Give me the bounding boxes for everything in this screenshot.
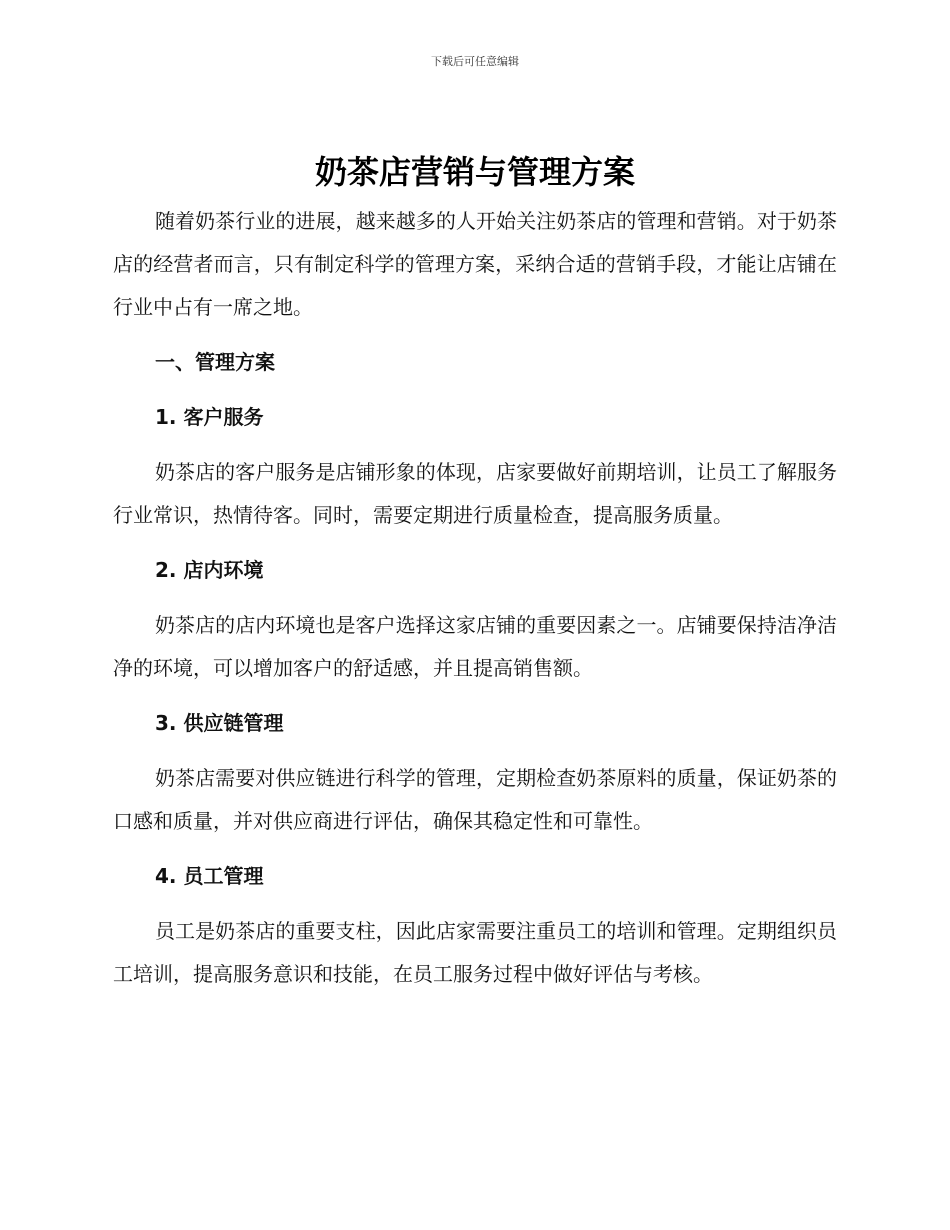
paragraph-staff-management: 员工是奶茶店的重要支柱，因此店家需要注重员工的培训和管理。定期组织员工培训，提高服务意识和技能，在员工服务过程中做好评估与考核。 [113, 919, 837, 986]
paragraph-customer-service: 奶茶店的客户服务是店铺形象的体现，店家要做好前期培训，让员工了解服务行业常识，热情待客。同时，需要定期进行质量检查，提高服务质量。 [113, 460, 837, 527]
document-title: 奶茶店营销与管理方案 [314, 153, 635, 191]
subheading-store-environment: 2. 店内环境 [155, 558, 264, 582]
section-heading-management: 一、管理方案 [155, 350, 275, 374]
paragraph-supply-chain: 奶茶店需要对供应链进行科学的管理，定期检查奶茶原料的质量，保证奶茶的口感和质量，并对供应商进行评估，确保其稳定性和可靠性。 [113, 766, 837, 833]
page-header-note: 下载后可任意编辑 [431, 55, 519, 68]
subheading-customer-service: 1. 客户服务 [155, 405, 264, 429]
intro-paragraph: 随着奶茶行业的进展，越来越多的人开始关注奶茶店的管理和营销。对于奶茶店的经营者而言，只有制定科学的管理方案，采纳合适的营销手段，才能让店铺在行业中占有一席之地。 [113, 209, 837, 319]
paragraph-store-environment: 奶茶店的店内环境也是客户选择这家店铺的重要因素之一。店铺要保持洁净洁净的环境，可以增加客户的舒适感，并且提高销售额。 [113, 613, 837, 680]
subheading-staff-management: 4. 员工管理 [155, 864, 264, 888]
subheading-supply-chain: 3. 供应链管理 [155, 711, 284, 735]
document-body [113, 200, 837, 996]
